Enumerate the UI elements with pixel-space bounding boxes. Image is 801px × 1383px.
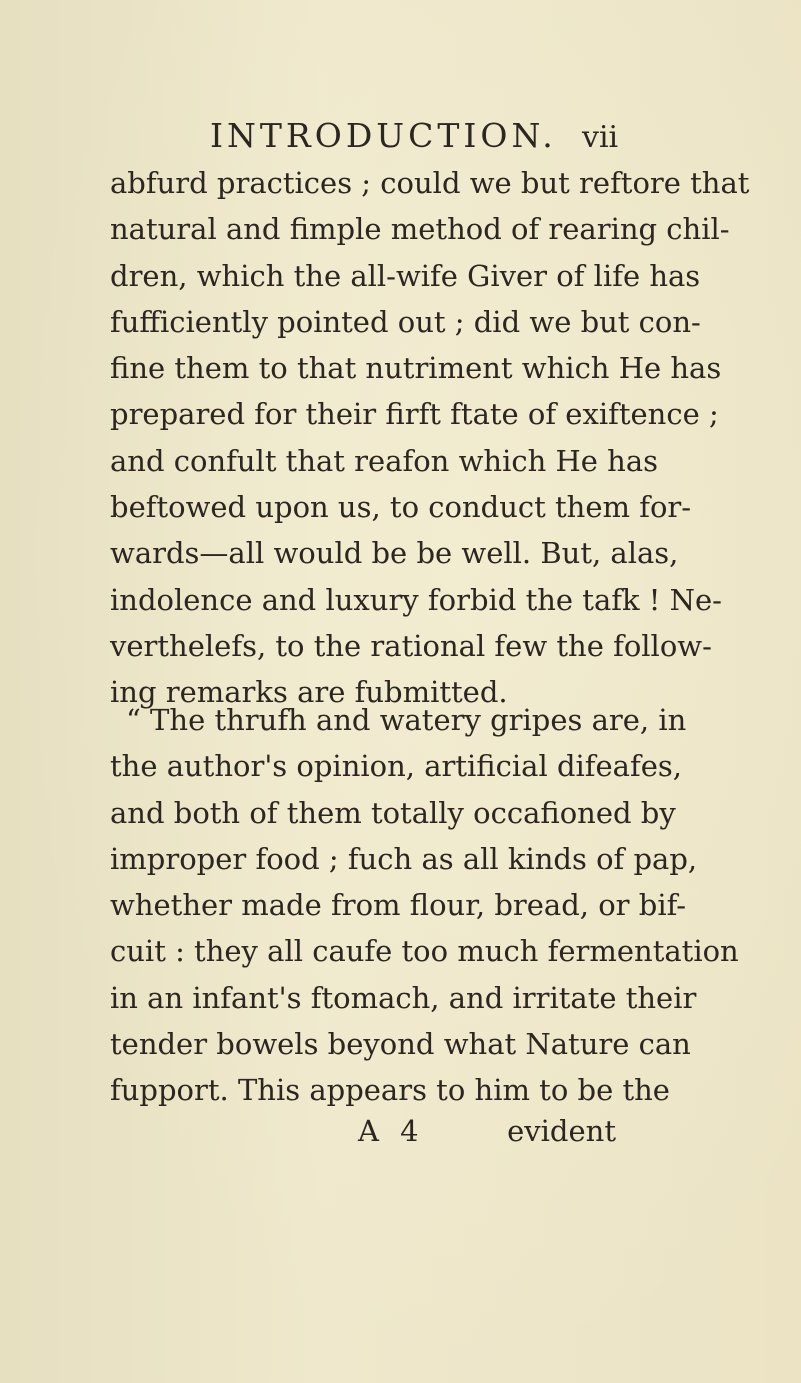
text-line: cuit : they all caufe too much fermentation [110, 934, 739, 969]
text-line: dren, which the all-wife Giver of life has [110, 258, 701, 293]
text-line: wards—all would be be well. But, alas, [110, 536, 679, 571]
running-title: INTRODUCTION. [210, 116, 557, 155]
signature-mark: A 4 [358, 1114, 425, 1148]
text-line: verthelefs, to the rational few the follow- [110, 628, 712, 663]
text-line: whether made from flour, bread, or bif- [110, 888, 687, 923]
text-line: ing remarks are fubmitted. [110, 675, 508, 710]
page-footer [110, 1108, 616, 1154]
catchword: evident [507, 1114, 616, 1148]
text-line: natural and fimple method of rearing chil- [110, 212, 730, 247]
paragraph-1 [110, 160, 750, 716]
text-line: “ The thrufh and watery gripes are, in [126, 703, 687, 737]
page-number: vii [582, 120, 619, 155]
text-line: beftowed upon us, to conduct them for- [110, 490, 692, 525]
paragraph-2 [110, 697, 739, 1114]
text-line: and confult that reafon which He has [110, 443, 659, 478]
text-line: abfurd practices ; could we but reftore that [110, 166, 750, 200]
text-line: the author's opinion, artificial difeafes, [110, 749, 682, 784]
text-line: improper food ; fuch as all kinds of pap, [110, 841, 698, 876]
text-line: fine them to that nutriment which He has [110, 351, 722, 386]
text-line: tender bowels beyond what Nature can [110, 1027, 691, 1062]
text-line: prepared for their firft ftate of exiftence ; [110, 397, 719, 432]
text-line: in an infant's ftomach, and irritate their [110, 980, 697, 1015]
text-line: fupport. This appears to him to be the [110, 1073, 670, 1108]
text-line: fufficiently pointed out ; did we but con- [110, 304, 701, 339]
text-line: and both of them totally occafioned by [110, 795, 676, 830]
text-line: indolence and luxury forbid the tafk ! Ne- [110, 582, 722, 617]
